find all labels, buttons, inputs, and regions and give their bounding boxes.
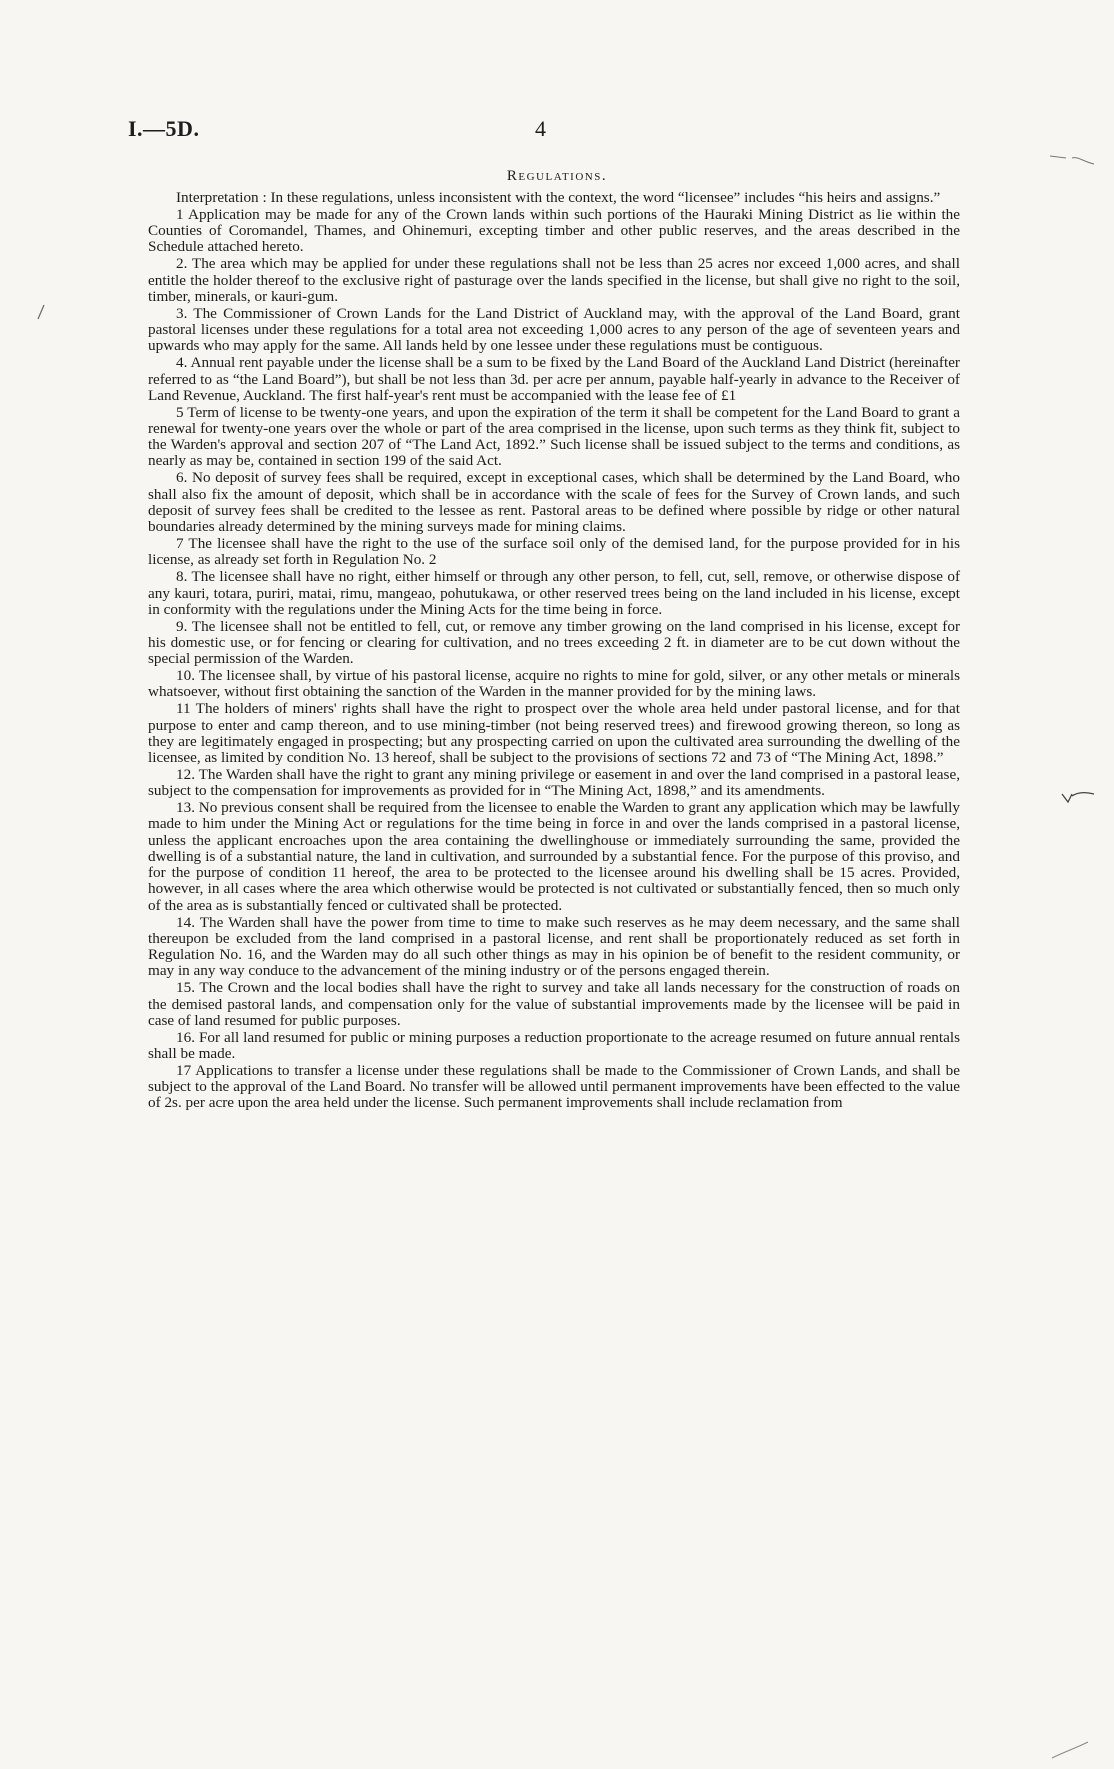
- margin-mark-bottom-right: [1050, 1740, 1090, 1760]
- paragraph-10: 10. The licensee shall, by virtue of his pastoral license, acquire no rights to mine for gold, silver, or any other metals or minerals whatsoever, without first obtaining the sanction of the Warden in the manner provided for by the mining laws.: [148, 667, 960, 701]
- regulations-body: [148, 190, 960, 1112]
- page-header: [128, 116, 986, 146]
- paragraph-3: 3. The Commissioner of Crown Lands for the Land District of Auckland may, with the approval of the Land Board, grant pastoral licenses under these regulations for a total area not exceeding 1,000 acres to any person of the age of seventeen years and upwards who may apply for the same. All lands held by one lessee under these regulations must be contiguous.: [148, 304, 960, 355]
- paragraph-15: 15. The Crown and the local bodies shall have the right to survey and take all lands necessary for the construction of roads on the demised pastoral lands, and compensation only for the value of substantial improvements made by the licensee will be paid in case of land resumed for public purposes.: [148, 979, 960, 1029]
- paragraph-13: 13. No previous consent shall be required from the licensee to enable the Warden to grant any application which may be lawfully made to him under the Mining Act or regulations for the time being in force in and over the lands comprised in a pastoral license, unless the applicant encroaches upon the area containing the dwellinghouse or immediately surrounding the same, provided the dwelling is of a substantial nature, the land in cultivation, and surrounded by a substantial fence. For the purpose of this proviso, and for the purpose of condition 11 hereof, the area to be protected to the licensee around his dwelling shall be 15 acres. Provided, however, in all cases where the area which otherwise would be protected is not cultivated or substantially fenced, then so much only of the area as is substantially fenced or cultivated shall be protected.: [148, 799, 960, 914]
- paragraph-8: 8. The licensee shall have no right, either himself or through any other person, to fell, cut, sell, remove, or otherwise dispose of any kauri, totara, puriri, matai, rimu, mangeao, pohutukawa, or other reserved trees being on the land included in his license, except in conformity with the regulations under the Mining Acts for the time being in force.: [148, 568, 960, 618]
- margin-mark-top-right: [1048, 150, 1098, 166]
- paragraph-2: 2. The area which may be applied for under these regulations shall not be less than 25 acres nor exceed 1,000 acres, and shall entitle the holder thereof to the exclusive right of pasturage over the lands specified in the license, but shall give no right to the soil, timber, minerals, or kauri-gum.: [148, 255, 960, 305]
- paragraph-7: 7 The licensee shall have the right to the use of the surface soil only of the demised land, for the purpose provided for in his license, as already set forth in Regulation No. 2: [148, 535, 960, 569]
- section-title: Regulations.: [506, 168, 608, 184]
- paragraph-9: 9. The licensee shall not be entitled to fell, cut, or remove any timber growing on the land comprised in his license, except for his domestic use, or for fencing or clearing for cultivation, and no trees exceeding 2 ft. in diameter are to be cut down without the special permission of the Warden.: [148, 617, 960, 668]
- paragraph-11: 11 The holders of miners' rights shall have the right to prospect over the whole area held under pastoral license, and for that purpose to enter and camp thereon, and to use mining-timber (not being reserved trees) and firewood growing thereon, so long as they are legitimately engaged in prospecting; but any prospecting carried on upon the cultivated area surrounding the dwelling of the licensee, as limited by condition No. 13 hereof, shall be subject to the provisions of sections 72 and 73 of “The Mining Act, 1898.”: [148, 700, 960, 767]
- page-number: 4: [535, 116, 546, 141]
- paragraph-5: 5 Term of license to be twenty-one years, and upon the expiration of the term it shall be competent for the Land Board to grant a renewal for twenty-one years over the whole or part of the area comprised in the license, upon such terms as they think fit, subject to the Warden's approval and section 207 of “The Land Act, 1892.” Such license shall be issued subject to the terms and conditions, as nearly as may be, contained in section 199 of the said Act.: [148, 403, 960, 470]
- paragraph-4: 4. Annual rent payable under the license shall be a sum to be fixed by the Land Board of the Auckland Land District (hereinafter referred to as “the Land Board”), but shall be not less than 3d. per acre per annum, payable half-yearly in advance to the Receiver of Land Revenue, Auckland. The first half-year's rent must be accompanied with the lease fee of £1: [148, 354, 960, 404]
- paragraph-12: 12. The Warden shall have the right to grant any mining privilege or easement in and over the land comprised in a pastoral lease, subject to the compensation for improvements as provided for in “The Mining Act, 1898,” and its amendments.: [148, 766, 960, 800]
- paragraph-14: 14. The Warden shall have the power from time to time to make such reserves as he may deem necessary, and the same shall thereupon be excluded from the land comprised in a pastoral license, and rent shall be proportionately reduced as set forth in Regulation No. 16, and the Warden may do all such other things as may in his opinion be of benefit to the resident community, or may in any way conduce to the advancement of the mining industry or of the persons engaged therein.: [148, 913, 960, 980]
- paragraph-16: 16. For all land resumed for public or mining purposes a reduction proportionate to the acreage resumed on future annual rentals shall be made.: [148, 1028, 960, 1062]
- document-reference: I.—5D.: [128, 116, 200, 141]
- margin-mark-right-middle: [1060, 790, 1096, 806]
- paragraph-17: 17 Applications to transfer a license under these regulations shall be made to the Commissioner of Crown Lands, and shall be subject to the approval of the Land Board. No transfer will be allowed until permanent improvements have been effected to the value of 2s. per acre upon the area held under the license. Such permanent improvements shall include reclamation from: [148, 1061, 960, 1112]
- paragraph-interpretation: Interpretation : In these regulations, unless inconsistent with the context, the word “licensee” includes “his heirs and assigns.”: [176, 189, 941, 206]
- paragraph-1: 1 Application may be made for any of the Crown lands within such portions of the Hauraki Mining District as lie within the Counties of Coromandel, Thames, and Ohinemuri, excepting timber and other public reserves, and the areas described in the Schedule attached hereto.: [148, 205, 960, 256]
- margin-mark-left: [36, 304, 46, 320]
- paragraph-6: 6. No deposit of survey fees shall be required, except in exceptional cases, which shall be determined by the Land Board, who shall also fix the amount of deposit, which shall be in accordance with the scale of fees for the Survey of Crown lands, and such deposit of survey fees shall be credited to the lessee as rent. Pastoral areas to be defined where possible by ridge or other natural boundaries already determined by the mining surveys made for mining claims.: [148, 469, 960, 536]
